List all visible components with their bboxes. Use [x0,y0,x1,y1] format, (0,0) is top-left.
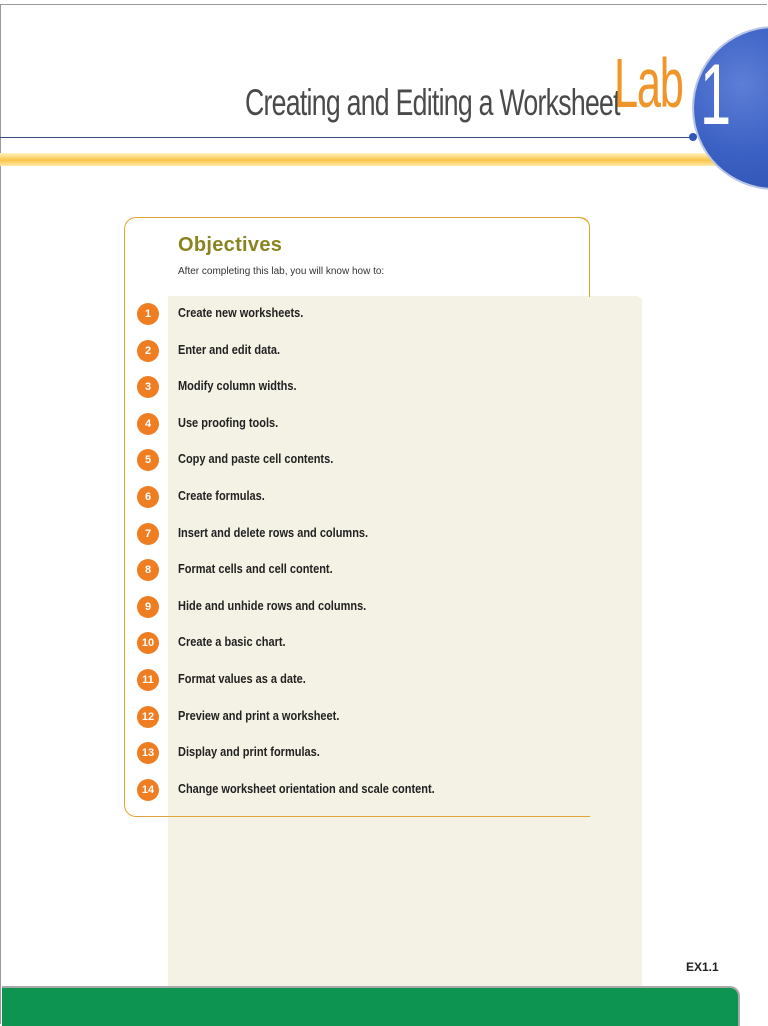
objective-text: Format cells and cell content. [178,562,333,577]
objective-number-badge: 5 [137,449,159,471]
objective-item [137,412,637,449]
objective-item [137,302,637,339]
objective-number-badge: 13 [137,742,159,764]
objective-item [137,448,637,485]
objective-text: Create a basic chart. [178,635,286,650]
header-yellow-band [0,153,768,166]
objective-text: Format values as a date. [178,671,306,686]
objective-number-badge: 12 [137,706,159,728]
objective-item [137,741,637,778]
objective-number-badge: 11 [137,669,159,691]
objective-text: Hide and unhide rows and columns. [178,598,367,613]
objective-item [137,705,637,742]
objective-number-badge: 10 [137,632,159,654]
chapter-title: Creating and Editing a Worksheet [245,82,620,123]
objectives-list [137,302,637,814]
objective-item [137,631,637,668]
objective-number-badge: 3 [137,376,159,398]
objective-number-badge: 6 [137,486,159,508]
page-number: EX1.1 [686,960,719,974]
footer-green-band [2,986,740,1026]
lab-number: 1 [700,47,732,143]
objective-text: Create new worksheets. [178,306,304,320]
objective-text: Display and print formulas. [178,745,320,760]
objective-text: Preview and print a worksheet. [178,708,340,723]
objective-text: Enter and edit data. [178,342,281,357]
objective-text: Create formulas. [178,488,265,503]
objective-number-badge: 1 [137,303,159,325]
objectives-heading: Objectives [178,234,283,256]
header-rule [0,137,694,138]
header-rule-dot [689,133,697,141]
objective-item [137,339,637,376]
objective-number-badge: 2 [137,340,159,362]
objective-text: Copy and paste cell contents. [178,452,334,467]
objective-number-badge: 8 [137,559,159,581]
objective-number-badge: 4 [137,413,159,435]
objective-number-badge: 7 [137,523,159,545]
objective-text: Insert and delete rows and columns. [178,525,369,540]
objective-text: Use proofing tools. [178,415,279,430]
objective-item [137,485,637,522]
objective-text: Change worksheet orientation and scale content. [178,781,435,796]
objective-number-badge: 9 [137,596,159,618]
objective-number-badge: 14 [137,779,159,801]
objective-item [137,375,637,412]
objective-item [137,522,637,559]
objective-item [137,668,637,705]
objective-text: Modify column widths. [178,379,297,394]
lab-label: Lab [614,44,683,122]
objectives-frame-corner [580,217,590,297]
objectives-intro: After completing this lab, you will know how to: [178,266,385,277]
objective-item [137,595,637,632]
objective-item [137,778,637,815]
objective-item [137,558,637,595]
